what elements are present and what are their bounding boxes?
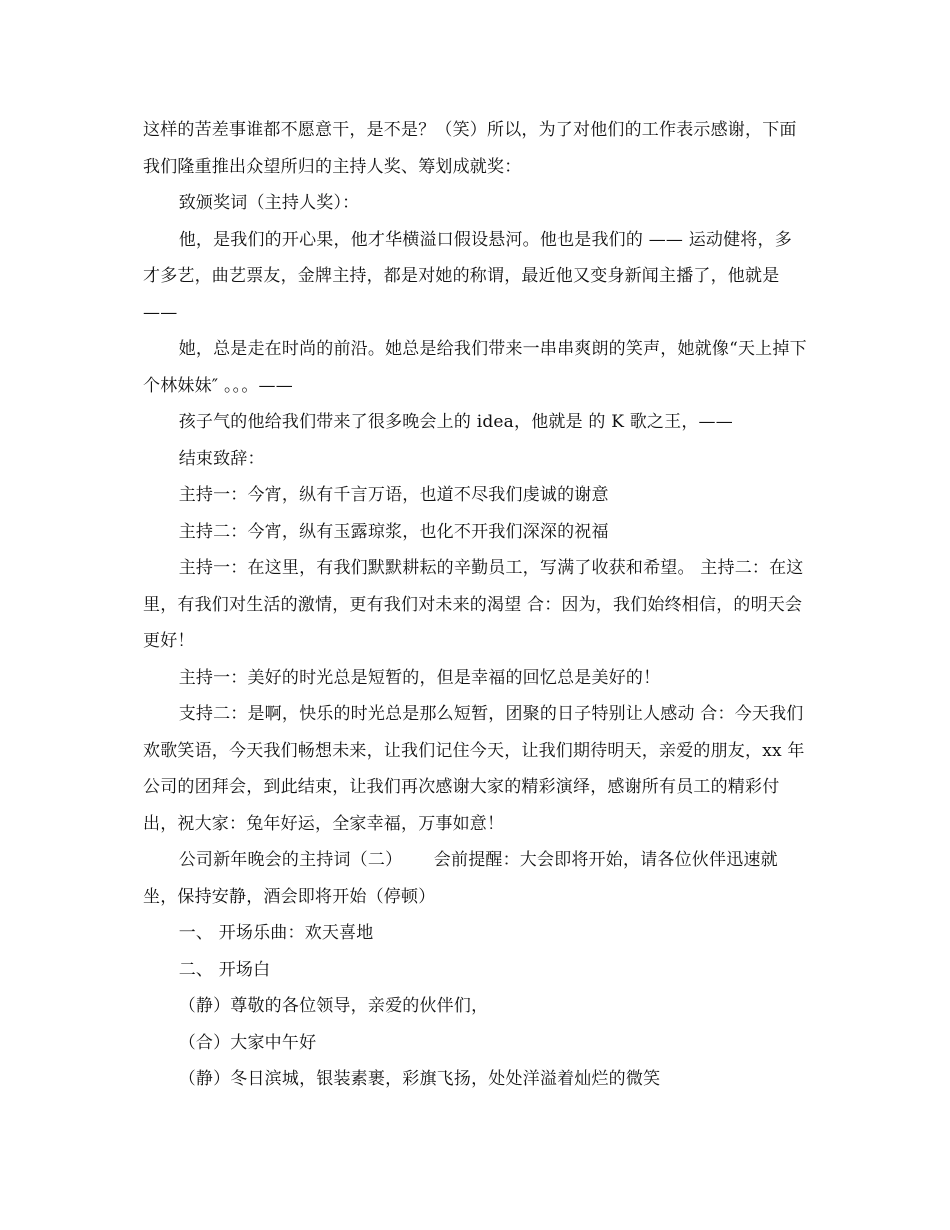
paragraph-winter-city: （静）冬日滨城，银装素裹，彩旗飞扬，处处洋溢着灿烂的微笑: [178, 1069, 661, 1089]
paragraph-host-one-good-times: 主持一：美好的时光总是短暂的，但是幸福的回忆总是美好的！: [178, 667, 661, 688]
paragraph-closing-heading: 结束致辞：: [178, 448, 265, 469]
paragraph-intro-continuation: 这样的苦差事谁都不愿意干，是不是？（笑）所以，为了对他们的工作表示感谢，下面我们隆重推出众望所归的主持人奖、筹划成就奖：: [143, 120, 797, 177]
paragraph-host-award-childlike: 孩子气的他给我们带来了很多晚会上的 idea，他就是 的 K 歌之王，——: [178, 412, 733, 432]
paragraph-host-one-thanks: 主持一：今宵，纵有千言万语，也道不尽我们虔诚的谢意: [178, 485, 609, 505]
paragraph-good-afternoon: （合）大家中午好: [178, 1032, 317, 1053]
document-body: [143, 112, 808, 1098]
paragraph-host-award-he: 他，是我们的开心果，他才华横溢口假设悬河。他也是我们的 —— 运动健将，多才多艺，曲艺票友，金牌主持，都是对她的称谓，最近他又变身新闻主播了，他就是——: [143, 229, 792, 323]
paragraph-award-speech-heading: 致颁奖词（主持人奖）：: [178, 193, 360, 213]
paragraph-hosts-here: 主持一：在这里，有我们默默耕耘的辛勤员工，写满了收获和希望。 主持二：在这里，有我们对生活的激情，更有我们对未来的渴望 合：因为，我们始终相信，的明天会更好！: [143, 558, 804, 651]
paragraph-second-script-title: 公司新年晚会的主持词（二） 会前提醒：大会即将开始，请各位伙伴迅速就坐，保持安静，酒会即将开始（停顿）: [143, 850, 778, 907]
paragraph-host-two-blessing: 主持二：今宵，纵有玉露琼浆，也化不开我们深深的祝福: [178, 521, 609, 542]
paragraph-greeting-leaders: （静）尊敬的各位领导，亲爱的伙伴们，: [178, 996, 489, 1016]
paragraph-host-award-she: 她，总是走在时尚的前沿。她总是给我们带来一串串爽朗的笑声，她就像“天上掉下个林妹妹″ 。。。——: [143, 339, 807, 396]
paragraph-opening-music: 一、 开场乐曲：欢天喜地: [178, 923, 374, 943]
paragraph-host-two-farewell: 支持二：是啊，快乐的时光总是那么短暂，团聚的日子特别让人感动 合：今天我们欢歌笑语，今天我们畅想未来，让我们记住今天，让我们期待明天，亲爱的朋友，xx 年公司的团拜会，到此结束，让我们再次感谢大家的精彩演绎，感谢所有员工的精彩付出，祝大家：兔年好运，全家幸福，万事如意！: [143, 704, 805, 834]
paragraph-opening-remarks: 二、 开场白: [178, 959, 271, 980]
